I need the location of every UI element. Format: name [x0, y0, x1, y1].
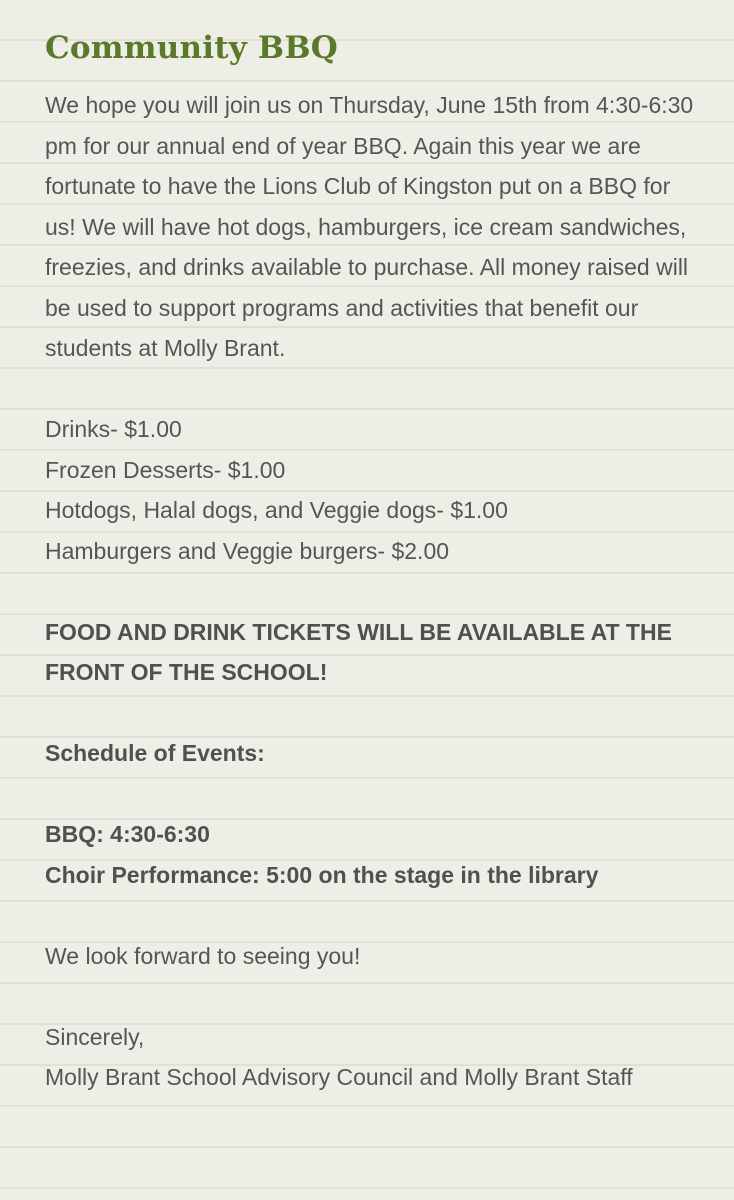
schedule-item-choir: Choir Performance: 5:00 on the stage in the library — [45, 861, 599, 888]
spacer — [45, 895, 705, 936]
price-item-hotdogs: Hotdogs, Halal dogs, and Veggie dogs- $1.00 — [45, 497, 508, 524]
price-item-drinks: Drinks- $1.00 — [45, 416, 182, 443]
page-title: Community BBQ — [45, 30, 338, 66]
schedule-list — [45, 814, 705, 895]
spacer — [45, 976, 705, 1017]
spacer — [45, 774, 705, 815]
signoff: Sincerely, — [45, 1023, 145, 1050]
tickets-notice: FOOD AND DRINK TICKETS WILL BE AVAILABLE AT THE FRONT OF THE SCHOOL! — [45, 618, 672, 686]
spacer — [45, 369, 705, 410]
closing-line: We look forward to seeing you! — [45, 942, 361, 969]
price-list — [45, 409, 705, 571]
announcement — [45, 30, 705, 1098]
price-item-hamburgers: Hamburgers and Veggie burgers- $2.00 — [45, 537, 450, 564]
spacer — [45, 571, 705, 612]
signature: Molly Brant School Advisory Council and Molly Brant Staff — [45, 1064, 633, 1091]
spacer — [45, 693, 705, 734]
schedule-item-bbq: BBQ: 4:30-6:30 — [45, 821, 210, 848]
intro-paragraph: We hope you will join us on Thursday, June 15th from 4:30-6:30 pm for our annual end of year BBQ. Again this year we are fortunate to have the Lions Club of Kingston put on a BBQ for us! We will have hot dogs, hamburgers, ice cream sandwiches, freezies, and drinks available to purchase. All money raised will be used to support programs and activities that benefit our students at Molly Brant. — [45, 92, 694, 362]
price-item-frozen-desserts: Frozen Desserts- $1.00 — [45, 456, 286, 483]
schedule-heading: Schedule of Events: — [45, 740, 265, 767]
